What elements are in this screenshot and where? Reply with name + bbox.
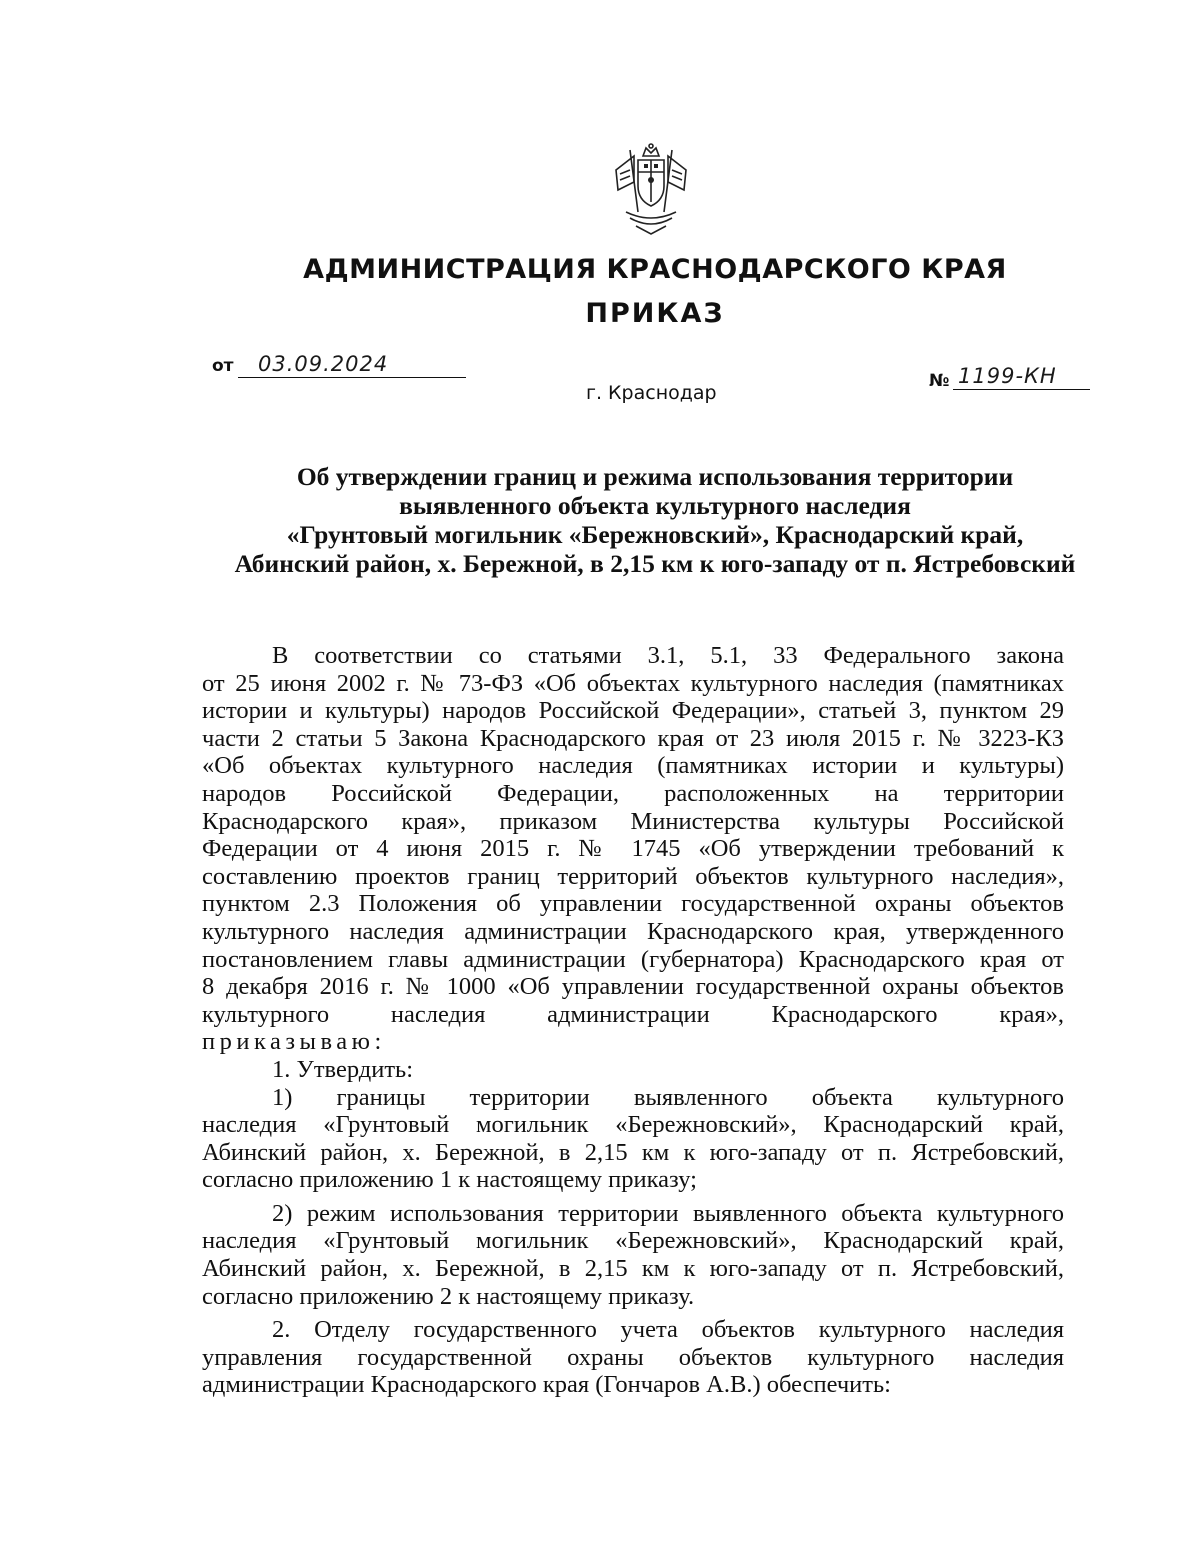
item-1: 1. Утвердить: — [272, 1055, 414, 1083]
item-1-2-line: наследия «Грунтовый могильник «Бережновский», Краснодарский край, — [202, 1227, 1064, 1255]
date-label: от — [212, 356, 234, 376]
date-underline — [238, 377, 466, 378]
order-word: приказываю: — [202, 1028, 386, 1056]
item-2-line: 2. Отделу государственного учета объектов культурного наследия — [272, 1316, 1064, 1344]
document-title — [190, 462, 1120, 578]
number-label: № — [929, 371, 950, 391]
item-2-line: управления государственной охраны объектов культурного наследия — [202, 1343, 1064, 1371]
item-1-1-line: согласно приложению 1 к настоящему приказу; — [202, 1166, 697, 1194]
body-line: части 2 статьи 5 Закона Краснодарского края от 23 июля 2015 г. № 3223-КЗ — [202, 724, 1064, 752]
body-line: В соответствии со статьями 3.1, 5.1, 33 Федерального закона — [272, 642, 1064, 669]
body-line: от 25 июня 2002 г. № 73-ФЗ «Об объектах культурного наследия (памятниках — [202, 669, 1064, 697]
document-type: ПРИКАЗ — [585, 298, 725, 329]
item-1-2-line: Абинский район, х. Бережной, в 2,15 км к юго-западу от п. Ястребовский, — [202, 1255, 1064, 1283]
body-line: Федерации от 4 июня 2015 г. № 1745 «Об утверждении требований к — [202, 835, 1064, 863]
item-1-1-line: 1) границы территории выявленного объекта культурного — [272, 1083, 1064, 1111]
title-line: выявленного объекта культурного наследия — [399, 491, 911, 520]
body-line: культурного наследия администрации Краснодарского края, утвержденного — [202, 917, 1064, 945]
number-value: 1199-КН — [958, 364, 1057, 388]
date-value: 03.09.2024 — [258, 352, 389, 376]
number-underline — [953, 389, 1090, 390]
body-line: составлению проектов границ территорий объектов культурного наследия», — [202, 862, 1064, 890]
city-name: г. Краснодар — [586, 382, 717, 404]
organization-name: АДМИНИСТРАЦИЯ КРАСНОДАРСКОГО КРАЯ — [303, 254, 1007, 285]
body-line: постановлением главы администрации (губернатора) Краснодарского края от — [202, 945, 1064, 973]
body-line: культурного наследия администрации Краснодарского края», — [202, 1000, 1064, 1028]
title-line: Об утверждении границ и режима использования территории — [296, 462, 1014, 491]
title-line: «Грунтовый могильник «Бережновский», Краснодарский край, — [286, 520, 1024, 549]
body-line: «Об объектах культурного наследия (памятниках истории и культуры) — [202, 752, 1064, 780]
item-1-1-line: Абинский район, х. Бережной, в 2,15 км к юго-западу от п. Ястребовский, — [202, 1138, 1064, 1166]
item-1-2-line: 2) режим использования территории выявленного объекта культурного — [272, 1199, 1064, 1227]
body-line: 8 декабря 2016 г. № 1000 «Об управлении государственной охраны объектов — [202, 973, 1064, 1001]
body-line: Краснодарского края», приказом Министерства культуры Российской — [202, 807, 1064, 835]
coat-of-arms-icon — [608, 142, 694, 238]
title-line: Абинский район, х. Бережной, в 2,15 км к юго-западу от п. Ястребовский — [234, 549, 1076, 578]
item-1-2-line: согласно приложению 2 к настоящему приказу. — [202, 1282, 695, 1310]
body-line: пунктом 2.3 Положения об управлении государственной охраны объектов — [202, 890, 1064, 918]
item-1-1-line: наследия «Грунтовый могильник «Бережновский», Краснодарский край, — [202, 1111, 1064, 1139]
item-2-line: администрации Краснодарского края (Гончаров А.В.) обеспечить: — [202, 1371, 891, 1399]
body-line: народов Российской Федерации, расположенных на территории — [202, 779, 1064, 807]
document-body — [202, 642, 1064, 1399]
body-line: истории и культуры) народов Российской Федерации», статьей 3, пунктом 29 — [202, 697, 1064, 725]
